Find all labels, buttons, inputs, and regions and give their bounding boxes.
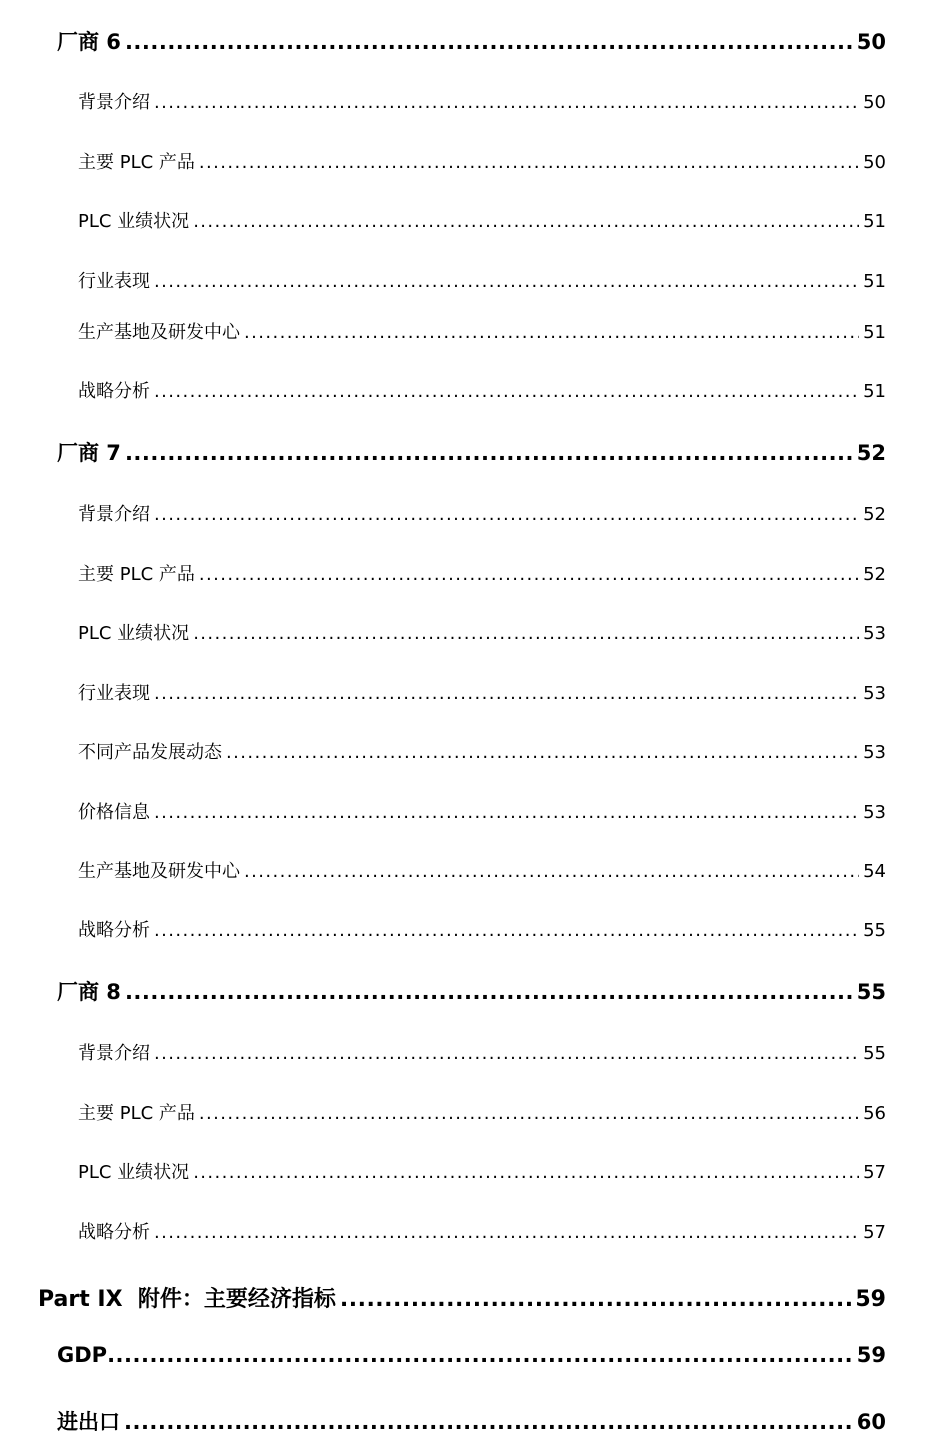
toc-row[interactable]	[78, 1099, 886, 1125]
toc-row-vendor-6[interactable]	[57, 26, 886, 56]
toc-entry-page: 59	[856, 1343, 886, 1367]
toc-entry-title: PLC 业绩状况	[78, 1162, 190, 1183]
toc-entry-title: 生产基地及研发中心	[78, 322, 240, 343]
toc-row[interactable]	[78, 857, 886, 883]
toc-row[interactable]	[78, 88, 886, 114]
toc-row[interactable]	[78, 619, 886, 645]
toc-entry-title: 进出口	[57, 1410, 120, 1434]
toc-leader-dots	[193, 1162, 859, 1183]
toc-row[interactable]	[78, 916, 886, 942]
toc-entry-page: 53	[863, 623, 886, 644]
toc-row-import-export[interactable]	[57, 1406, 886, 1436]
toc-leader-dots	[199, 152, 859, 173]
toc-entry-title: GDP	[57, 1343, 108, 1367]
toc-entry-title: Part IX 附件：主要经济指标	[38, 1287, 336, 1312]
toc-entry-page: 59	[855, 1287, 886, 1312]
toc-entry-page: 53	[863, 802, 886, 823]
toc-leader-dots	[154, 381, 859, 402]
toc-entry-title: 战略分析	[78, 920, 150, 941]
toc-leader-dots	[154, 1222, 859, 1243]
toc-leader-dots	[154, 802, 859, 823]
toc-entry-page: 51	[863, 271, 886, 292]
toc-entry-title: 行业表现	[78, 271, 150, 292]
toc-entry-page: 52	[856, 441, 886, 465]
toc-entry-page: 52	[863, 504, 886, 525]
toc-entry-title: 生产基地及研发中心	[78, 861, 240, 882]
toc-entry-title: 主要 PLC 产品	[78, 152, 195, 173]
toc-entry-page: 52	[863, 564, 886, 585]
toc-leader-dots	[154, 271, 859, 292]
toc-leader-dots	[154, 1043, 859, 1064]
toc-row[interactable]	[78, 738, 886, 764]
toc-entry-page: 55	[863, 1043, 886, 1064]
toc-entry-title: 背景介绍	[78, 1043, 150, 1064]
toc-row[interactable]	[78, 798, 886, 824]
toc-entry-title: 厂商 8	[57, 980, 121, 1004]
toc-row[interactable]	[78, 377, 886, 403]
toc-entry-page: 50	[863, 92, 886, 113]
toc-entry-title: 主要 PLC 产品	[78, 1103, 195, 1124]
toc-leader-dots	[193, 623, 859, 644]
toc-entry-title: 厂商 7	[57, 441, 121, 465]
toc-row-gdp[interactable]	[57, 1343, 886, 1367]
toc-entry-title: 战略分析	[78, 1222, 150, 1243]
toc-entry-title: 背景介绍	[78, 504, 150, 525]
toc-entry-page: 51	[863, 211, 886, 232]
toc-leader-dots	[125, 441, 853, 465]
toc-entry-page: 55	[856, 980, 886, 1004]
toc-leader-dots	[107, 1343, 853, 1367]
toc-entry-page: 53	[863, 683, 886, 704]
toc-leader-dots	[244, 322, 859, 343]
toc-leader-dots	[125, 30, 853, 54]
toc-row[interactable]	[78, 1218, 886, 1244]
toc-leader-dots	[199, 564, 859, 585]
toc-entry-page: 53	[863, 742, 886, 763]
toc-entry-title: 不同产品发展动态	[78, 742, 222, 763]
toc-entry-page: 51	[863, 322, 886, 343]
toc-entry-page: 50	[863, 152, 886, 173]
toc-leader-dots	[226, 742, 859, 763]
toc-entry-page: 56	[863, 1103, 886, 1124]
toc-row[interactable]	[78, 560, 886, 586]
toc-leader-dots	[124, 1410, 853, 1434]
toc-entry-page: 57	[863, 1162, 886, 1183]
toc-leader-dots	[244, 861, 859, 882]
toc-row[interactable]	[78, 148, 886, 174]
toc-entry-page: 51	[863, 381, 886, 402]
toc-entry-page: 54	[863, 861, 886, 882]
toc-row[interactable]	[78, 318, 886, 344]
toc-entry-title: 行业表现	[78, 683, 150, 704]
toc-leader-dots	[154, 504, 859, 525]
toc-row[interactable]	[78, 267, 886, 293]
toc-leader-dots	[193, 211, 859, 232]
toc-row-vendor-7[interactable]	[57, 437, 886, 467]
toc-entry-title: PLC 业绩状况	[78, 623, 190, 644]
toc-entry-page: 57	[863, 1222, 886, 1243]
toc-entry-title: 背景介绍	[78, 92, 150, 113]
toc-entry-title: 价格信息	[78, 802, 150, 823]
toc-leader-dots	[154, 683, 859, 704]
toc-entry-title: 厂商 6	[57, 30, 121, 54]
toc-row[interactable]	[78, 500, 886, 526]
toc-row[interactable]	[78, 207, 886, 233]
toc-entry-title: 战略分析	[78, 381, 150, 402]
toc-entry-page: 55	[863, 920, 886, 941]
toc-entry-page: 50	[856, 30, 886, 54]
toc-leader-dots	[154, 920, 859, 941]
toc-entry-title: 主要 PLC 产品	[78, 564, 195, 585]
toc-leader-dots	[154, 92, 859, 113]
toc-row-vendor-8[interactable]	[57, 976, 886, 1006]
toc-row[interactable]	[78, 1039, 886, 1065]
toc-leader-dots	[199, 1103, 859, 1124]
toc-leader-dots	[340, 1287, 852, 1312]
toc-row-part-ix[interactable]	[38, 1282, 886, 1313]
toc-entry-page: 60	[856, 1410, 886, 1434]
toc-row[interactable]	[78, 1158, 886, 1184]
toc-leader-dots	[125, 980, 853, 1004]
toc-row[interactable]	[78, 679, 886, 705]
toc-entry-title: PLC 业绩状况	[78, 211, 190, 232]
